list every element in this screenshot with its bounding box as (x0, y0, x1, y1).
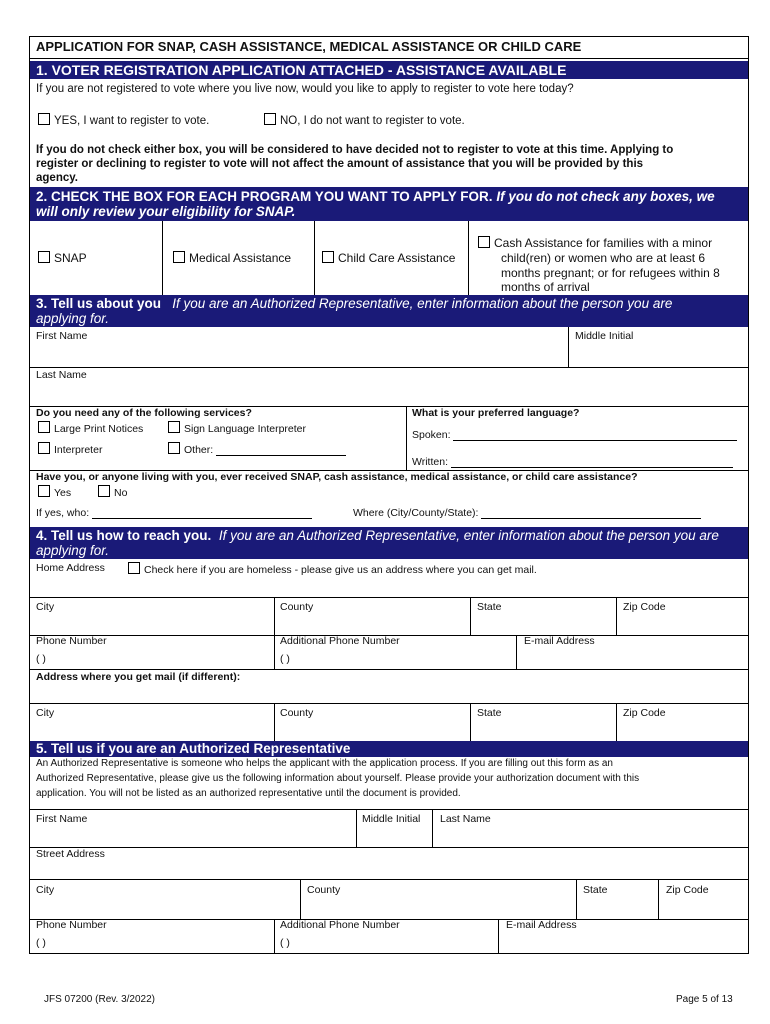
program-snap[interactable]: SNAP (38, 251, 87, 265)
services-question: Do you need any of the following services? (36, 407, 252, 419)
sign-language-option[interactable]: Sign Language Interpreter (168, 421, 306, 435)
cash-checkbox[interactable] (478, 236, 490, 248)
program-cash[interactable]: Cash Assistance for families with a minor (478, 236, 712, 250)
interpreter-option[interactable]: Interpreter (38, 442, 102, 456)
application-form (29, 36, 749, 954)
city-label: City (36, 601, 55, 613)
first-name-label: First Name (36, 330, 88, 342)
received-no-option[interactable]: No (98, 485, 127, 499)
cash-desc-line3: months pregnant; or for refugees within 8 (501, 266, 720, 280)
interpreter-checkbox[interactable] (38, 442, 50, 454)
county-label: County (280, 601, 314, 613)
ar-last-name-label: Last Name (440, 813, 491, 825)
ar-additional-phone-label: Additional Phone Number (280, 919, 400, 931)
ar-city-label: City (36, 884, 55, 896)
voter-yes-option[interactable]: YES, I want to register to vote. (38, 113, 209, 127)
large-print-checkbox[interactable] (38, 421, 50, 433)
ar-phone-label: Phone Number (36, 919, 107, 931)
last-name-label: Last Name (36, 369, 87, 381)
phone-label: Phone Number (36, 635, 107, 647)
received-yes-option[interactable]: Yes (38, 485, 71, 499)
section-1-header: 1. VOTER REGISTRATION APPLICATION ATTACHED - ASSISTANCE AVAILABLE (30, 61, 748, 79)
homeless-option[interactable]: Check here if you are homeless - please give us an address where you can get mail. (128, 562, 537, 576)
voter-note-line2: register or declining to register to vote will not affect the amount of assistance that you will be provided by this (36, 158, 644, 170)
received-question: Have you, or anyone living with you, ever received SNAP, cash assistance, medical assistance, or child care assistance? (36, 471, 638, 483)
ar-phone-paren: ( ) (36, 937, 46, 949)
program-childcare[interactable]: Child Care Assistance (322, 251, 455, 265)
mail-state-label: State (477, 707, 502, 719)
if-yes-who: If yes, who: (36, 507, 312, 519)
state-label: State (477, 601, 502, 613)
ar-desc-line2: Authorized Representative, please give us the following information about yourself. Please provide your authorization document with this (36, 773, 640, 784)
ar-desc-line3: application. You will not be listed as an authorized representative until the document is provided. (36, 788, 461, 799)
cash-desc-line4: months of arrival (501, 280, 590, 294)
middle-initial-field[interactable] (570, 342, 746, 366)
ar-additional-phone-paren: ( ) (280, 937, 290, 949)
where-received: Where (City/County/State): (353, 507, 701, 519)
written-language-field[interactable] (451, 457, 733, 468)
first-name-field[interactable] (30, 342, 567, 366)
medical-checkbox[interactable] (173, 251, 185, 263)
form-id: JFS 07200 (Rev. 3/2022) (44, 994, 155, 1005)
voter-note-line3: agency. (36, 172, 78, 184)
voter-no-option[interactable]: NO, I do not want to register to vote. (264, 113, 465, 127)
snap-checkbox[interactable] (38, 251, 50, 263)
ar-middle-initial-label: Middle Initial (362, 813, 421, 825)
section-3-header: 3. Tell us about you If you are an Authorized Representative, enter information about the person you are applying for. (30, 295, 748, 327)
ar-street-label: Street Address (36, 848, 105, 860)
homeless-checkbox[interactable] (128, 562, 140, 574)
ar-county-label: County (307, 884, 341, 896)
where-received-field[interactable] (481, 508, 701, 519)
cash-desc-line2: child(ren) or women who are at least 6 (501, 251, 706, 265)
language-question: What is your preferred language? (412, 407, 580, 419)
written-language: Written: (412, 456, 733, 468)
section-4-header: 4. Tell us how to reach you. If you are an Authorized Representative, enter information about the person you are applying for. (30, 527, 748, 559)
mail-county-label: County (280, 707, 314, 719)
zip-label: Zip Code (623, 601, 666, 613)
childcare-checkbox[interactable] (322, 251, 334, 263)
voter-yes-checkbox[interactable] (38, 113, 50, 125)
ar-desc-line1: An Authorized Representative is someone who helps the applicant with the application process. If you are filling out this form as an (36, 758, 613, 769)
section-5-header: 5. Tell us if you are an Authorized Representative (30, 741, 748, 757)
received-no-checkbox[interactable] (98, 485, 110, 497)
spoken-language-field[interactable] (453, 430, 737, 441)
sign-language-checkbox[interactable] (168, 421, 180, 433)
home-address-label: Home Address (36, 562, 105, 574)
program-medical[interactable]: Medical Assistance (173, 251, 291, 265)
additional-phone-label: Additional Phone Number (280, 635, 400, 647)
if-yes-who-field[interactable] (92, 508, 312, 519)
voter-question: If you are not registered to vote where you live now, would you like to apply to register to vote here today? (36, 83, 574, 95)
middle-initial-label: Middle Initial (575, 330, 634, 342)
ar-first-name-label: First Name (36, 813, 88, 825)
voter-note-line1: If you do not check either box, you will be considered to have decided not to register to vote at this time. Applying to (36, 144, 674, 156)
voter-no-checkbox[interactable] (264, 113, 276, 125)
spoken-language: Spoken: (412, 429, 737, 441)
received-yes-checkbox[interactable] (38, 485, 50, 497)
phone-paren: ( ) (36, 653, 46, 665)
other-service-field[interactable] (216, 445, 346, 456)
other-service-checkbox[interactable] (168, 442, 180, 454)
additional-phone-paren: ( ) (280, 653, 290, 665)
other-service-option[interactable]: Other: (168, 442, 346, 456)
mail-zip-label: Zip Code (623, 707, 666, 719)
large-print-option[interactable]: Large Print Notices (38, 421, 143, 435)
ar-zip-label: Zip Code (666, 884, 709, 896)
email-label: E-mail Address (524, 635, 595, 647)
page-number: Page 5 of 13 (676, 994, 733, 1005)
ar-state-label: State (583, 884, 608, 896)
form-title: APPLICATION FOR SNAP, CASH ASSISTANCE, MEDICAL ASSISTANCE OR CHILD CARE (36, 39, 582, 54)
last-name-field[interactable] (30, 381, 748, 405)
ar-email-label: E-mail Address (506, 919, 577, 931)
section-2-header: 2. CHECK THE BOX FOR EACH PROGRAM YOU WANT TO APPLY FOR. If you do not check any boxes, we will only review your eligibility for SNAP. (30, 187, 748, 221)
mail-address-label: Address where you get mail (if different): (36, 671, 241, 683)
mail-city-label: City (36, 707, 55, 719)
